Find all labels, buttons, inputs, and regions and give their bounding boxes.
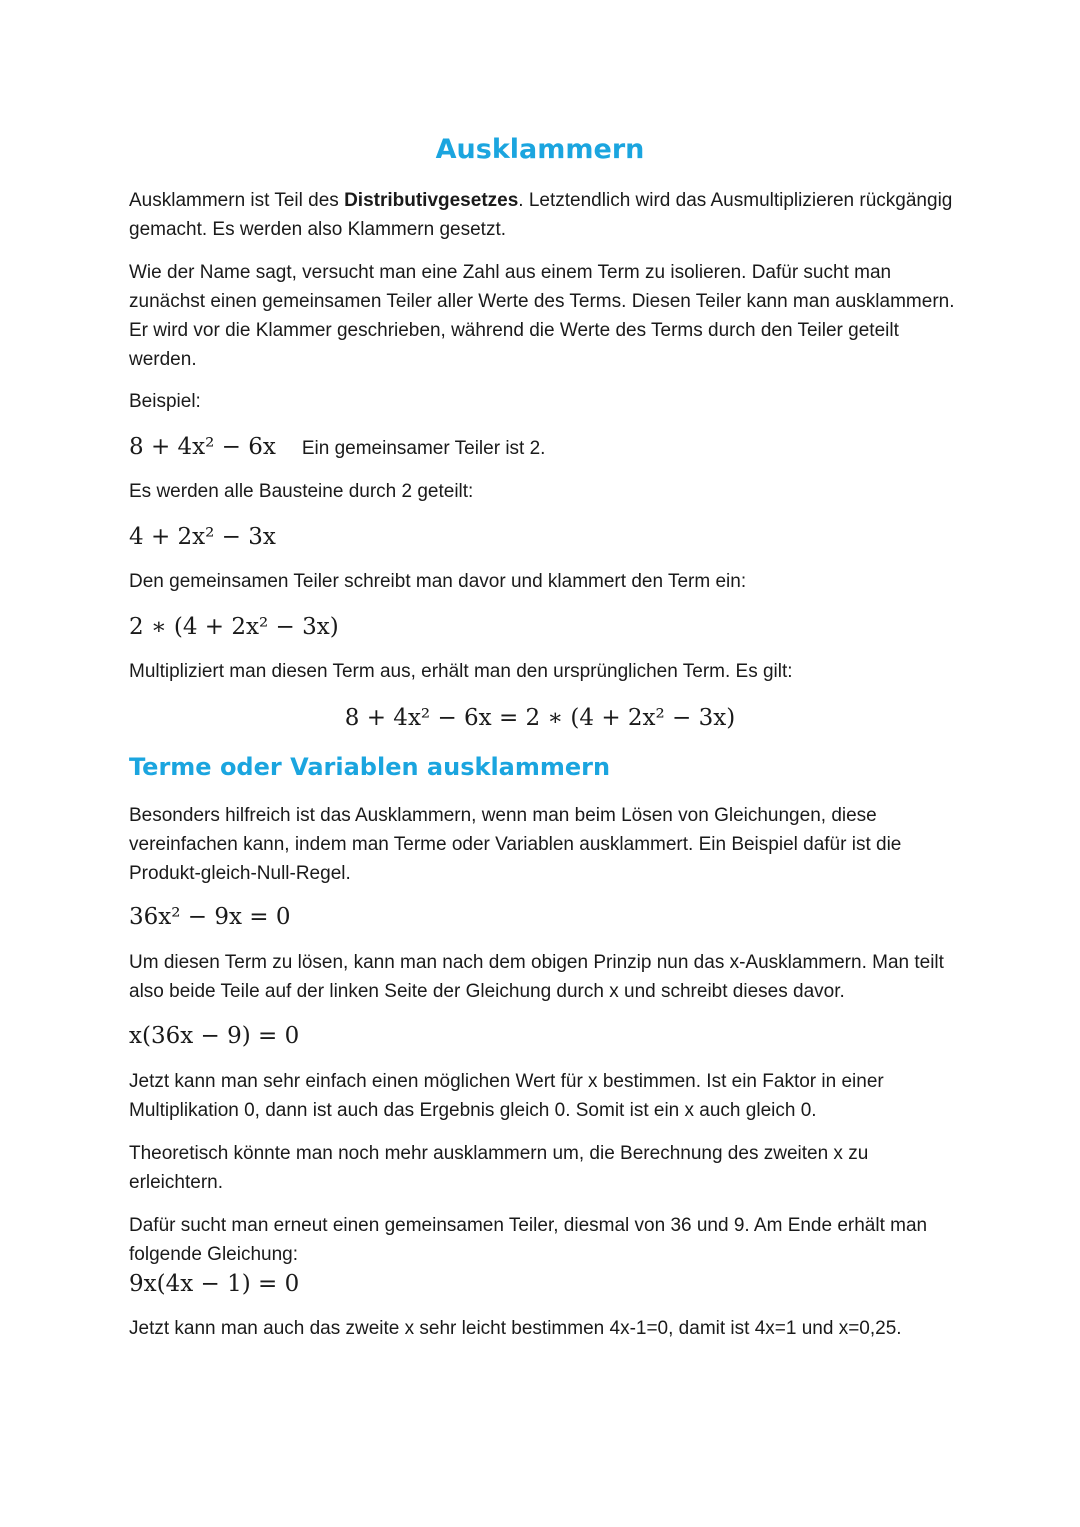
section-paragraph-6: Jetzt kann man auch das zweite x sehr leicht bestimmen 4x-1=0, damit ist 4x=1 und x=0,25.: [129, 1318, 902, 1339]
equation-4: 36x² − 9x = 0: [129, 904, 291, 930]
equation-1-note: Ein gemeinsamer Teiler ist 2.: [301, 438, 546, 459]
section-paragraph-2: Um diesen Term zu lösen, kann man nach dem obigen Prinzip nun das x-Ausklammern. Man teilt also beide Teile auf der linken Seite der Gleichung durch x und schreibt dieses davor.: [129, 952, 944, 1002]
section-paragraph-5: Dafür sucht man erneut einen gemeinsamen Teiler, diesmal von 36 und 9. Am Ende erhält man folgende Gleichung:: [129, 1215, 928, 1265]
bold-term: Distributivgesetzes: [344, 190, 519, 211]
example-label: Beispiel:: [129, 391, 201, 412]
page-title: Ausklammern: [435, 134, 645, 165]
intro-paragraph-2: Wie der Name sagt, versucht man eine Zahl aus einem Term zu isolieren. Dafür sucht man zunächst einen gemeinsamen Teiler aller Werte des Terms. Diesen Teiler kann man ausklammern. Er wird vor die Klammer geschrieben, während die Werte des Terms durch den Teiler geteilt werden.: [129, 262, 955, 370]
paragraph-divide: Es werden alle Bausteine durch 2 geteilt:: [129, 481, 474, 502]
section-paragraph-4: Theoretisch könnte man noch mehr ausklammern um, die Berechnung des zweiten x zu erleichtern.: [129, 1143, 869, 1193]
equation-identity: 8 + 4x² − 6x = 2 ∗ (4 + 2x² − 3x): [344, 705, 736, 731]
equation-1: 8 + 4x² − 6x Ein gemeinsamer Teiler ist 2.: [129, 434, 546, 460]
equation-2: 4 + 2x² − 3x: [129, 524, 276, 550]
section-paragraph-3: Jetzt kann man sehr einfach einen möglichen Wert für x bestimmen. Ist ein Faktor in einer Multiplikation 0, dann ist auch das Ergebnis gleich 0. Somit ist ein x auch gleich 0.: [129, 1071, 884, 1121]
intro-paragraph-1: Ausklammern ist Teil des Distributivgesetzes. Letztendlich wird das Ausmultiplizieren rückgängig gemacht. Es werden also Klammern gesetzt.: [129, 190, 953, 240]
equation-5: x(36x − 9) = 0: [129, 1023, 300, 1049]
paragraph-factor-out: Den gemeinsamen Teiler schreibt man davor und klammert den Term ein:: [129, 571, 747, 592]
paragraph-multiply: Multipliziert man diesen Term aus, erhält man den ursprünglichen Term. Es gilt:: [129, 661, 793, 682]
equation-3: 2 ∗ (4 + 2x² − 3x): [129, 614, 339, 640]
section-paragraph-1: Besonders hilfreich ist das Ausklammern, wenn man beim Lösen von Gleichungen, diese vereinfachen kann, indem man Terme oder Variablen ausklammert. Ein Beispiel dafür ist die Produkt-gleich-Null-Regel.: [129, 805, 902, 884]
section-heading: Terme oder Variablen ausklammern: [129, 753, 611, 781]
equation-6: 9x(4x − 1) = 0: [129, 1271, 300, 1297]
